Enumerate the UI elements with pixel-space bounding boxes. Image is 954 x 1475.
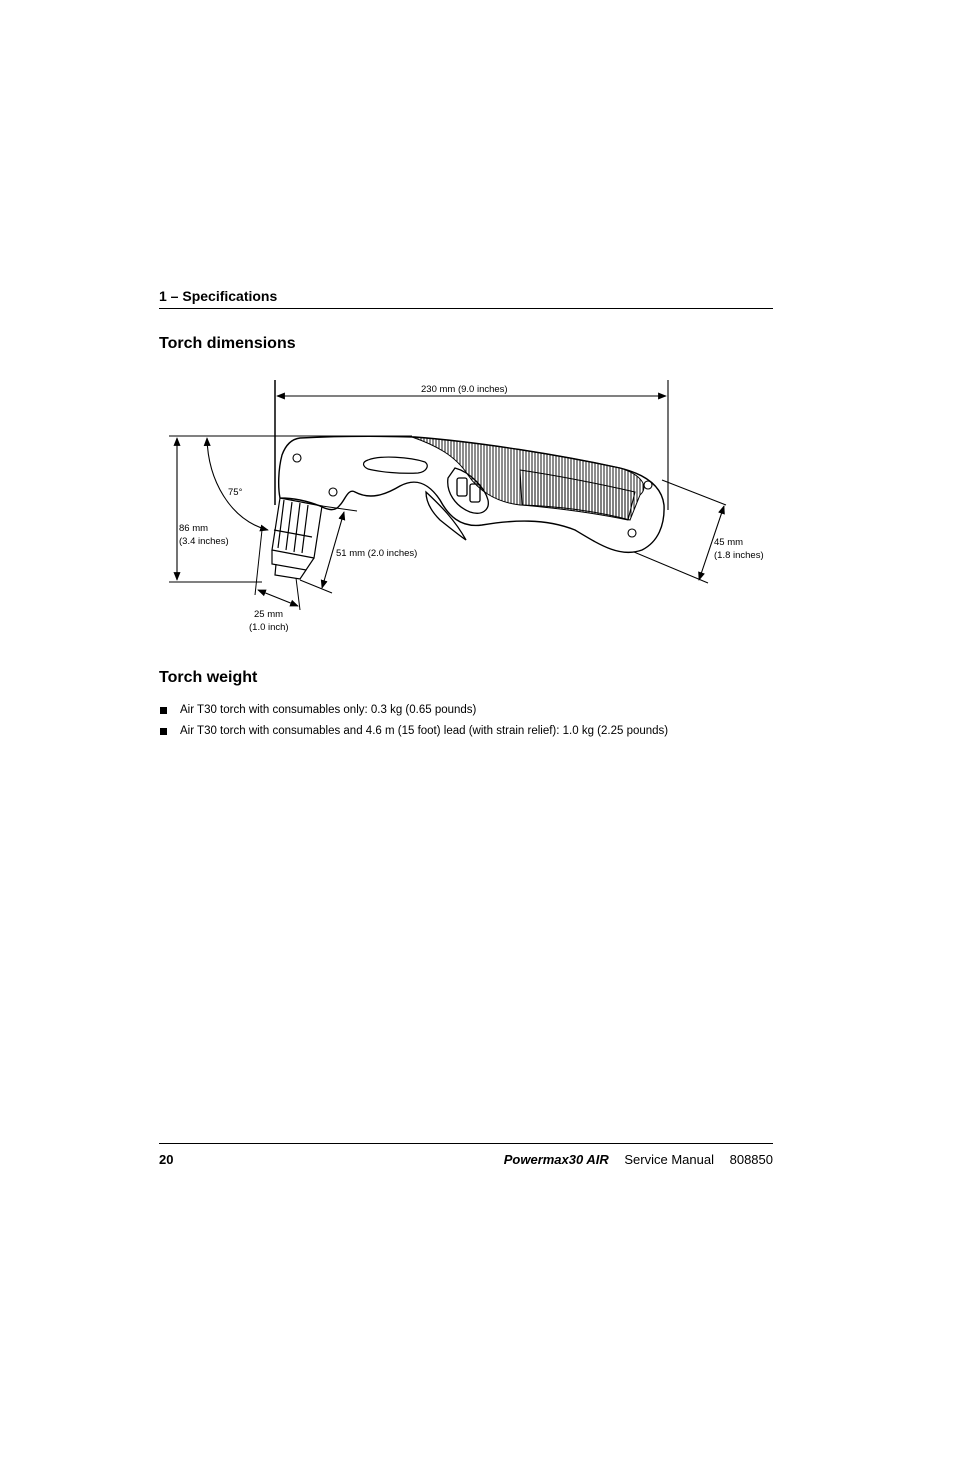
handle-extension-bottom [634, 552, 708, 583]
nozzle-label-mm: 25 mm [254, 609, 284, 620]
torch-dimensions-title: Torch dimensions [159, 335, 296, 352]
doc-number: 808850 [729, 1152, 773, 1167]
length-label: 230 mm (9.0 inches) [421, 384, 508, 395]
angle-label: 75° [228, 487, 243, 498]
torch-consumables [272, 498, 322, 579]
screw-hole-3 [644, 481, 652, 489]
bullet-icon [160, 707, 167, 714]
nozzle-dimension-line [258, 590, 298, 606]
weight-item-1: Air T30 torch with consumables only: 0.3 kg (0.65 pounds) [180, 704, 477, 716]
handle-extension-top [662, 480, 726, 505]
screw-hole-4 [628, 529, 636, 537]
list-item [160, 704, 476, 716]
footer-rule [159, 1143, 773, 1144]
page-number: 20 [159, 1152, 174, 1167]
angle-arc [207, 438, 268, 530]
nozzle-label-in: (1.0 inch) [249, 622, 289, 633]
bullet-icon [160, 728, 167, 735]
product-name: Powermax30 AIR [503, 1152, 609, 1167]
screw-hole-2 [329, 488, 337, 496]
height-label-mm: 86 mm [179, 523, 209, 534]
nozzle-extension-left [255, 530, 262, 595]
torch-dimension-diagram [0, 0, 954, 700]
list-item [160, 725, 668, 737]
torch-weight-title: Torch weight [159, 669, 258, 686]
section-header: 1 – Specifications [159, 288, 278, 304]
head-label: 51 mm (2.0 inches) [336, 548, 418, 559]
height-label-in: (3.4 inches) [179, 536, 229, 547]
handle-label-mm: 45 mm [714, 537, 744, 548]
screw-hole-1 [293, 454, 301, 462]
head-slot [364, 457, 428, 473]
head-extension-bottom [300, 580, 332, 593]
weight-item-2: Air T30 torch with consumables and 4.6 m (15 foot) lead (with strain relief): 1.0 kg (2.25 pounds) [180, 725, 669, 737]
footer-doc-info [504, 1152, 773, 1167]
handle-label-in: (1.8 inches) [714, 550, 764, 561]
doc-type: Service Manual [624, 1152, 714, 1167]
